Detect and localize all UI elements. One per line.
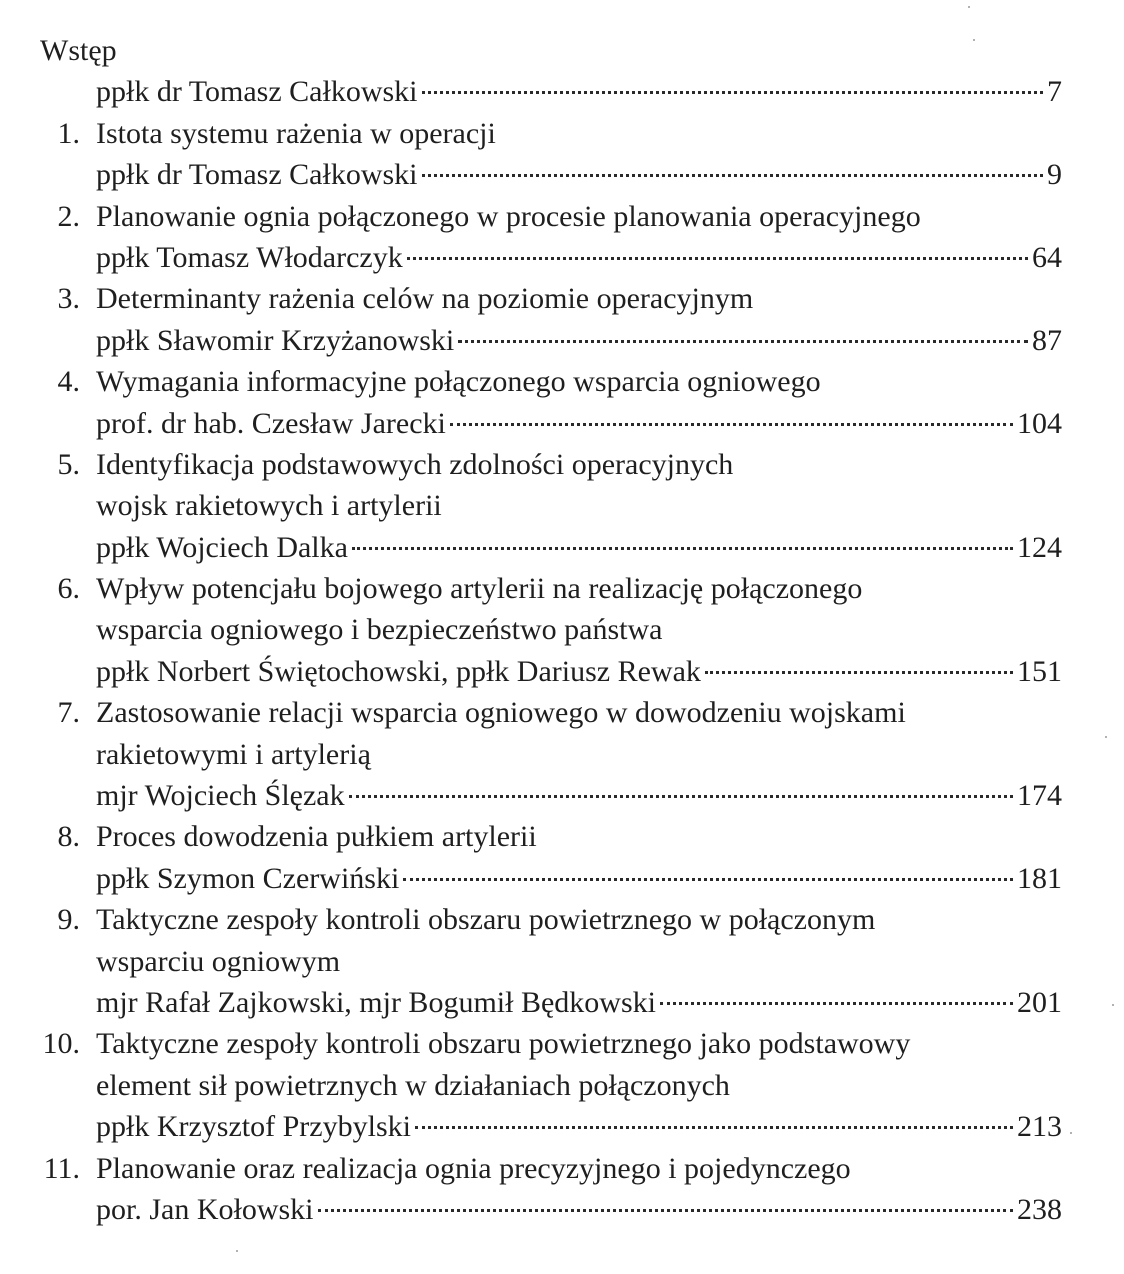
entry-author: ppłk Krzysztof Przybylski <box>96 1110 411 1144</box>
intro-page-number: 7 <box>1047 75 1062 109</box>
toc-entry-author-row <box>40 320 1070 361</box>
dot-leader <box>349 795 1013 798</box>
toc-entry-title-line <box>40 1065 1070 1106</box>
dot-leader <box>407 257 1028 260</box>
scan-speck <box>236 1250 238 1252</box>
entry-leader-row <box>96 775 1062 816</box>
entry-number: 3. <box>57 282 80 316</box>
toc-entry-title-line <box>40 1023 1070 1064</box>
scan-speck <box>973 39 975 41</box>
entry-title: Wpływ potencjału bojowego artylerii na realizację połączonego <box>96 572 863 606</box>
dot-leader <box>660 1002 1013 1005</box>
toc-entry-title-line <box>40 692 1070 733</box>
entry-page-number: 201 <box>1017 985 1062 1019</box>
toc-entry-title-line <box>40 444 1070 485</box>
toc-entry-author-row <box>40 982 1070 1023</box>
toc-entry-title-line <box>40 568 1070 609</box>
entry-page-number: 174 <box>1017 779 1062 813</box>
entry-leader-row <box>96 982 1062 1023</box>
entry-author: ppłk Tomasz Włodarczyk <box>96 240 403 274</box>
toc-entry-title-line <box>40 734 1070 775</box>
entry-number: 6. <box>57 572 80 606</box>
toc-entry-author-row <box>40 651 1070 692</box>
entry-author: ppłk Szymon Czerwiński <box>96 861 400 895</box>
toc-entry-author-row <box>40 237 1070 278</box>
toc-entry-title-line <box>40 1148 1070 1189</box>
toc-entry-title-line <box>40 361 1070 402</box>
entry-author: ppłk dr Tomasz Całkowski <box>96 158 418 192</box>
entry-title: wsparciu ogniowym <box>96 944 341 978</box>
toc-entry-title-line <box>40 609 1070 650</box>
entry-title: Zastosowanie relacji wsparcia ogniowego w dowodzeniu wojskami <box>96 696 906 730</box>
entry-leader-row <box>96 320 1062 361</box>
entry-number: 2. <box>57 199 80 233</box>
entry-title: rakietowymi i artylerią <box>96 737 371 771</box>
intro-author: ppłk dr Tomasz Całkowski <box>96 75 418 109</box>
dot-leader <box>458 340 1028 343</box>
dot-leader <box>318 1209 1014 1212</box>
dot-leader <box>415 1126 1013 1129</box>
entry-title: wojsk rakietowych i artylerii <box>96 489 442 523</box>
toc-entry-author-row <box>40 1189 1070 1230</box>
toc-entry-author-row <box>40 1106 1070 1147</box>
entry-leader-row <box>96 154 1062 195</box>
entry-author: mjr Rafał Zajkowski, mjr Bogumił Będkowski <box>96 985 656 1019</box>
entry-title: wsparcia ogniowego i bezpieczeństwo państwa <box>96 613 663 647</box>
entry-number: 4. <box>57 365 80 399</box>
entry-page-number: 64 <box>1032 240 1062 274</box>
entry-title: Proces dowodzenia pułkiem artylerii <box>96 820 537 854</box>
entry-leader-row <box>96 651 1062 692</box>
intro-title: Wstęp <box>40 34 117 67</box>
dot-leader <box>422 174 1044 177</box>
scan-speck <box>1112 1004 1114 1006</box>
toc-entry-title-line <box>40 113 1070 154</box>
toc-entry-author-row <box>40 527 1070 568</box>
entry-page-number: 238 <box>1017 1192 1062 1226</box>
entry-title: Planowanie ognia połączonego w procesie planowania operacyjnego <box>96 199 921 233</box>
intro-leader-row <box>96 71 1062 112</box>
entry-leader-row <box>96 527 1062 568</box>
entry-page-number: 181 <box>1017 861 1062 895</box>
toc-entry-author-row <box>40 775 1070 816</box>
entry-number: 11. <box>43 1151 80 1185</box>
entry-author: por. Jan Kołowski <box>96 1192 314 1226</box>
toc-entry-title-line <box>40 278 1070 319</box>
entry-author: mjr Wojciech Ślęzak <box>96 779 345 813</box>
entry-page-number: 87 <box>1032 323 1062 357</box>
entry-number: 8. <box>57 820 80 854</box>
entry-author: ppłk Wojciech Dalka <box>96 530 348 564</box>
toc-entry-title-line <box>40 816 1070 857</box>
entry-number: 10. <box>42 1027 80 1061</box>
entry-title: element sił powietrznych w działaniach połączonych <box>96 1068 730 1102</box>
dot-leader <box>403 878 1013 881</box>
entry-page-number: 9 <box>1047 158 1062 192</box>
toc-entries <box>40 113 1070 1231</box>
toc-entry-title-line <box>40 899 1070 940</box>
entry-leader-row <box>96 237 1062 278</box>
entry-title: Taktyczne zespoły kontroli obszaru powietrznego jako podstawowy <box>96 1027 911 1061</box>
dot-leader <box>705 671 1013 674</box>
entry-title: Determinanty rażenia celów na poziomie operacyjnym <box>96 282 754 316</box>
toc-entry-author-row <box>40 154 1070 195</box>
entry-leader-row <box>96 858 1062 899</box>
entry-page-number: 151 <box>1017 654 1062 688</box>
entry-number: 9. <box>57 903 80 937</box>
toc-entry-title-line <box>40 941 1070 982</box>
entry-page-number: 124 <box>1017 530 1062 564</box>
entry-number: 1. <box>57 116 80 150</box>
entry-title: Planowanie oraz realizacja ognia precyzyjnego i pojedynczego <box>96 1151 851 1185</box>
entry-title: Wymagania informacyjne połączonego wsparcia ogniowego <box>96 365 821 399</box>
scan-speck <box>1105 736 1107 738</box>
dot-leader <box>422 91 1044 94</box>
entry-leader-row <box>96 403 1062 444</box>
entry-number: 7. <box>57 696 80 730</box>
toc-entry-author-row <box>40 403 1070 444</box>
entry-title: Istota systemu rażenia w operacji <box>96 116 496 150</box>
entry-author: ppłk Norbert Świętochowski, ppłk Dariusz Rewak <box>96 654 701 688</box>
toc-entry-title-line <box>40 485 1070 526</box>
entry-title: Identyfikacja podstawowych zdolności operacyjnych <box>96 447 734 481</box>
entry-title: Taktyczne zespoły kontroli obszaru powietrznego w połączonym <box>96 903 876 937</box>
dot-leader <box>450 423 1013 426</box>
entry-number: 5. <box>57 447 80 481</box>
entry-leader-row <box>96 1189 1062 1230</box>
entry-author: ppłk Sławomir Krzyżanowski <box>96 323 455 357</box>
dot-leader <box>352 547 1013 550</box>
scan-speck <box>968 6 970 8</box>
entry-page-number: 104 <box>1017 406 1062 440</box>
toc-entry-title-line <box>40 196 1070 237</box>
entry-leader-row <box>96 1106 1062 1147</box>
entry-page-number: 213 <box>1017 1110 1062 1144</box>
entry-author: prof. dr hab. Czesław Jarecki <box>96 406 446 440</box>
table-of-contents <box>40 30 1070 1230</box>
scan-speck <box>1070 1132 1072 1134</box>
intro-author-row <box>40 71 1070 112</box>
toc-entry-author-row <box>40 858 1070 899</box>
